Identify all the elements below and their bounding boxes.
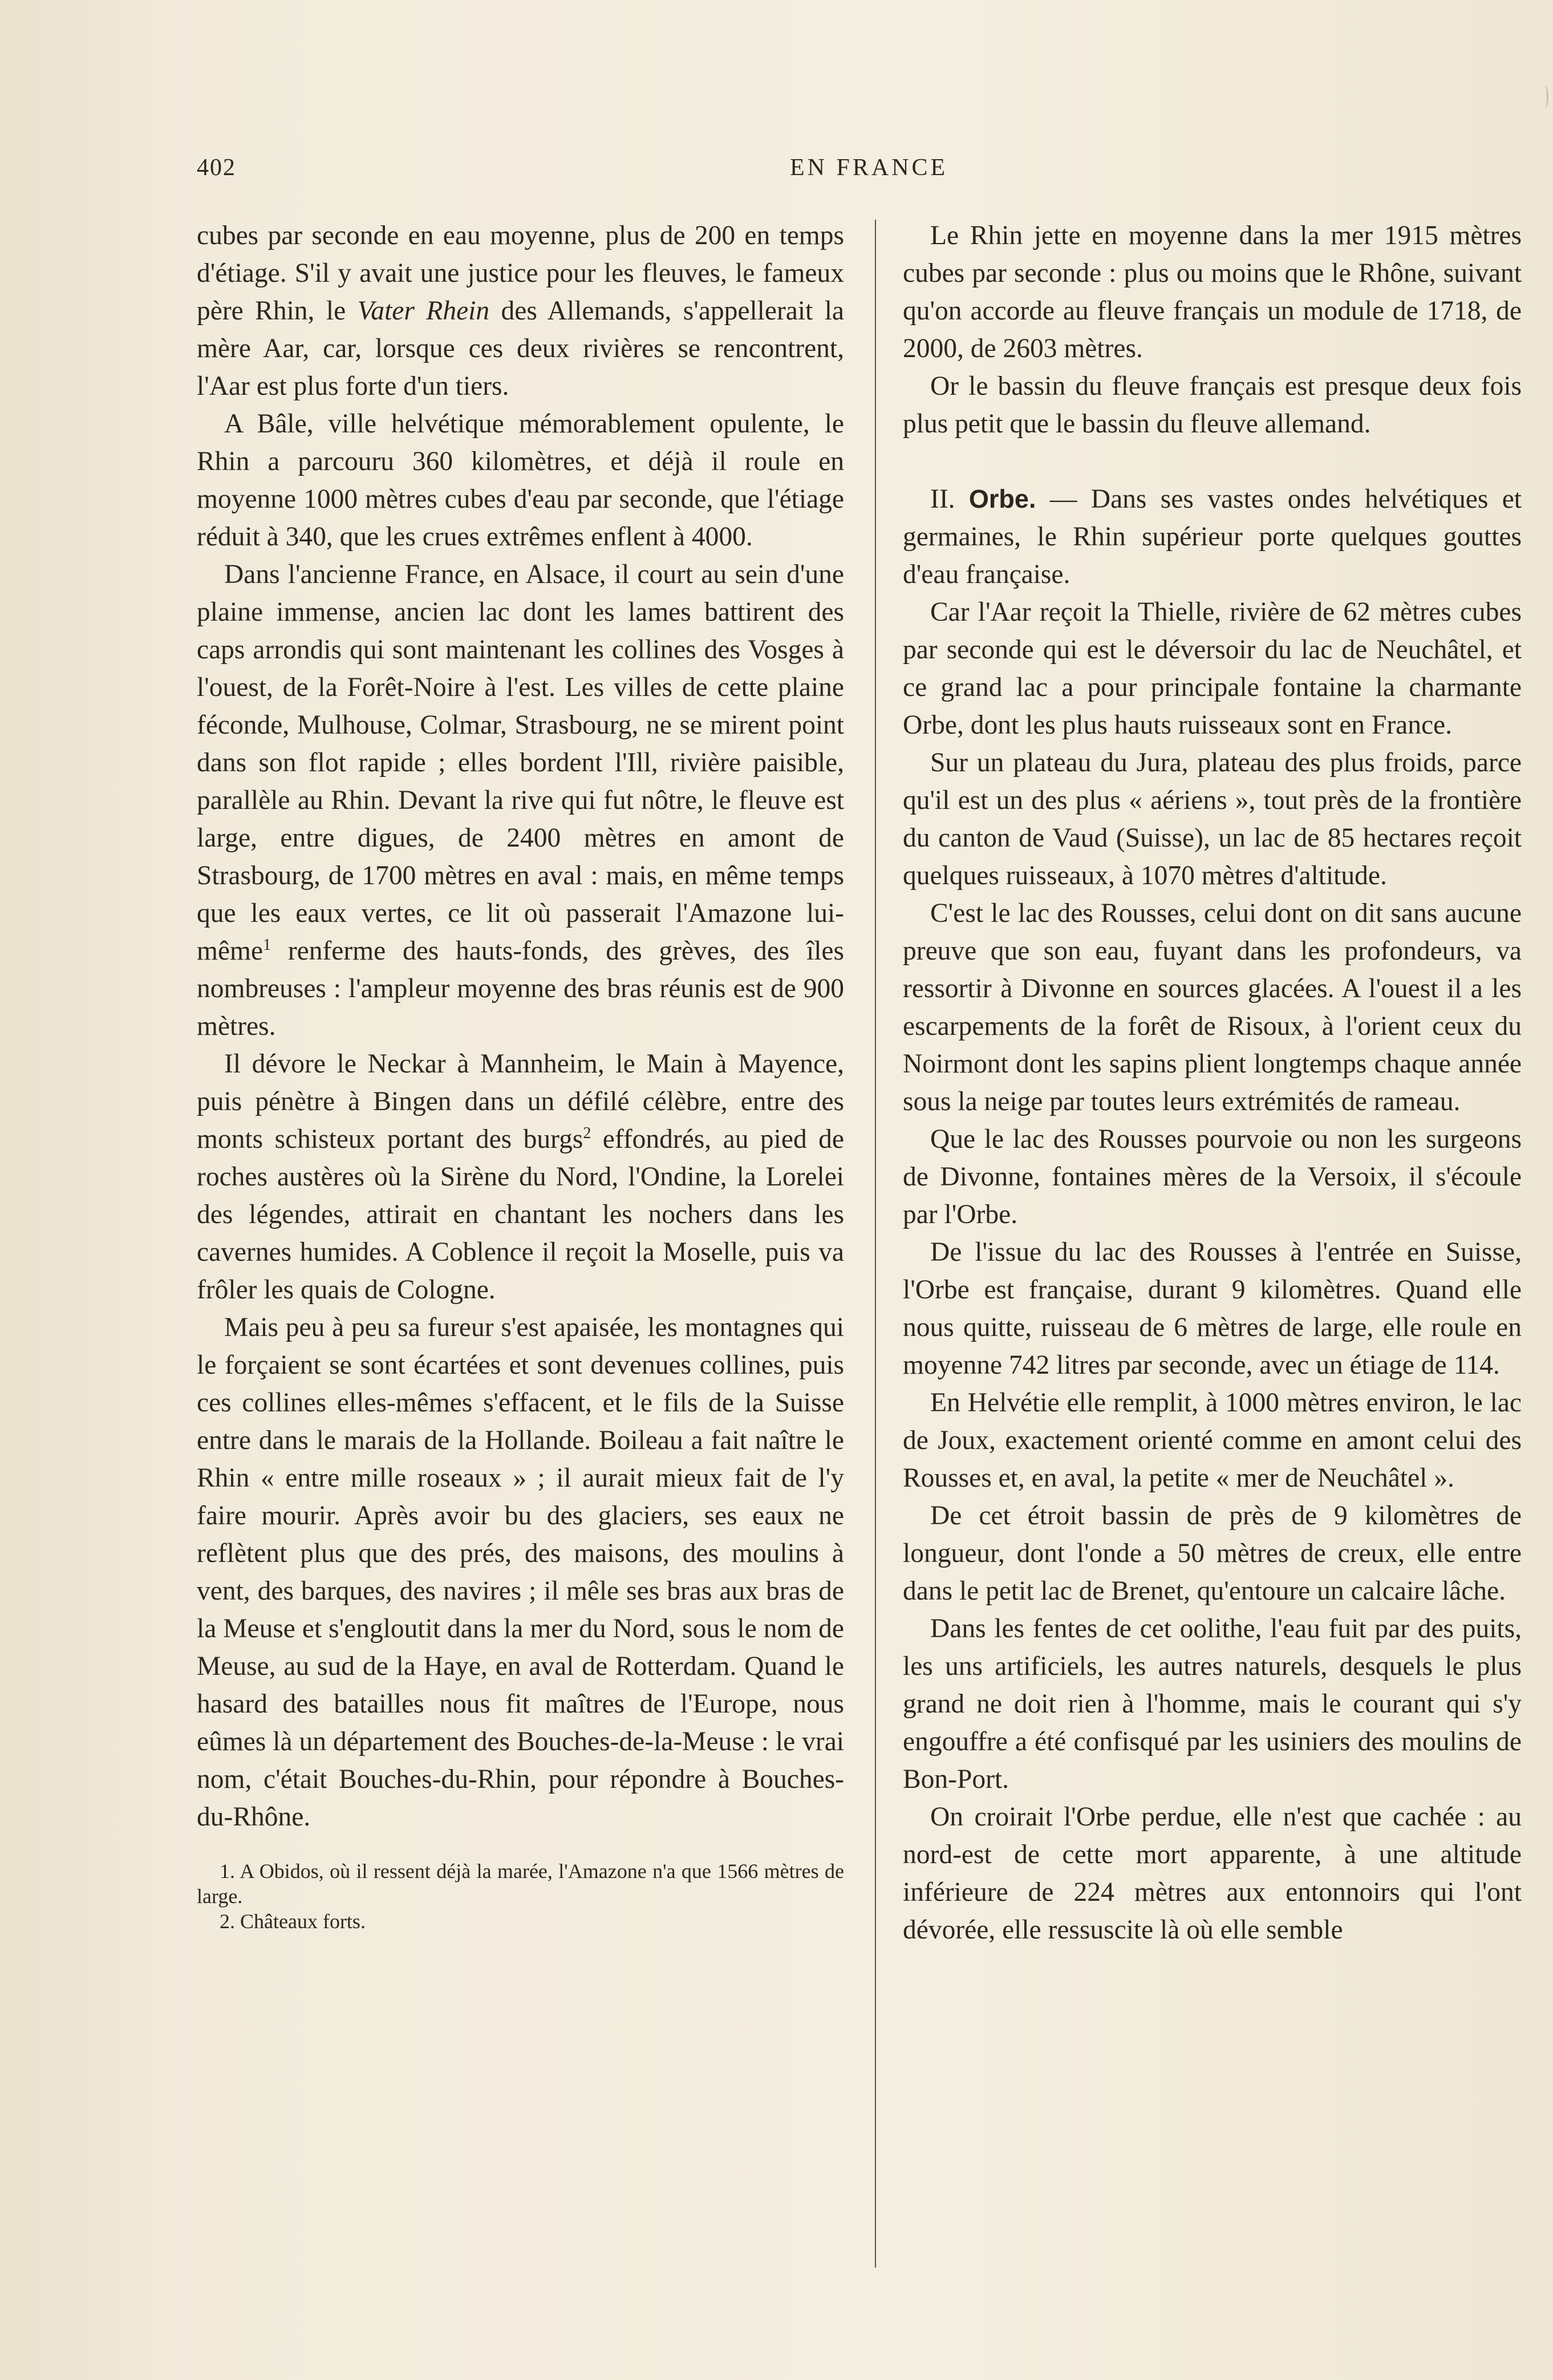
text-run: Il dévore le Neckar à Mannheim, le Main à Mayence, puis pénètre à Bingen dans un défilé célèbre, entre des monts schisteux portant des burgs [197, 1049, 844, 1154]
text-run: cubes par seconde en eau moyenne, plus de 200 en temps d'étiage. S'il y avait une justice pour les fleuves, le fameux père Rhin, le [197, 221, 844, 326]
text-run: Dans l'ancienne France, en Alsace, il court au sein d'une plaine immense, ancien lac dont les lames battirent des caps arrondis qui sont maintenant les collines des Vosges à l'ouest, de la Forêt-Noire à l'est. Les villes de cette plaine féconde, Mulhouse, Colmar, Strasbourg, ne se mirent point dans son flot rapide ; elles bordent l'Ill, rivière paisible, parallèle au Rhin. Devant la rive qui fut nôtre, le fleuve est large, entre digues, de 2400 mètres en amont de Strasbourg, de 1700 mètres en aval : mais, en même temps que les eaux vertes, ce lit où passerait l'Amazone lui-même [197, 560, 844, 966]
text-run: des Allemands, s'appellerait la mère Aar, car, lorsque ces deux rivières se rencontrent, l'Aar est plus forte d'un tiers. [197, 296, 844, 401]
page-number: 402 [197, 155, 236, 181]
paragraph: De cet étroit bassin de près de 9 kilomètres de longueur, dont l'onde a 50 mètres de creux, elle entre dans le petit lac de Brenet, qu'entoure un calcaire lâche. [903, 1501, 1522, 1606]
footnote-ref: 2 [583, 1124, 591, 1143]
paragraph [197, 556, 844, 1045]
paragraph: En Helvétie elle remplit, à 1000 mètres environ, le lac de Joux, exactement orienté comme en amont celui des Rousses et, en aval, la petite « mer de Neuchâtel ». [903, 1388, 1522, 1493]
paragraph: De l'issue du lac des Rousses à l'entrée en Suisse, l'Orbe est française, durant 9 kilomètres. Quand elle nous quitte, ruisseau de 6 mètres de large, elle roule en moyenne 742 litres par seconde, avec un étiage de 114. [903, 1237, 1522, 1380]
paragraph [197, 217, 844, 405]
page-header [197, 154, 1553, 188]
footnote-ref: 1 [263, 936, 271, 954]
column-divider [875, 220, 876, 2268]
paragraph: A Bâle, ville helvétique mémorablement opulente, le Rhin a parcouru 360 kilomètres, et déjà il roule en moyenne 1000 mètres cubes d'eau par seconde, que l'étiage réduit à 340, que les crues extrêmes enflent à 4000. [197, 409, 844, 552]
footnotes [197, 1859, 844, 1934]
running-head: EN FRANCE [790, 155, 948, 181]
paragraph: On croirait l'Orbe perdue, elle n'est que cachée : au nord-est de cette mort apparente, à une altitude inférieure de 224 mètres aux entonnoirs qui l'ont dévorée, elle ressuscite là où elle semble [903, 1802, 1522, 1945]
left-column [197, 217, 844, 1934]
section-title: Orbe. [968, 484, 1036, 513]
section-number: II. [930, 484, 955, 514]
paragraph: Le Rhin jette en moyenne dans la mer 1915 mètres cubes par seconde : plus ou moins que le Rhône, suivant qu'on accorde au fleuve français un module de 1718, de 2000, de 2603 mètres. [903, 221, 1522, 363]
paragraph [197, 1045, 844, 1309]
paragraph: Car l'Aar reçoit la Thielle, rivière de 62 mètres cubes par seconde qui est le déversoir du lac de Neuchâtel, et ce grand lac a pour principale fontaine la charmante Orbe, dont les plus hauts ruisseaux sont en France. [903, 597, 1522, 740]
text-run: — Dans ses vastes ondes helvétiques et germaines, le Rhin supérieur porte quelques gouttes d'eau française. [903, 484, 1522, 589]
paragraph: Que le lac des Rousses pourvoie ou non les surgeons de Divonne, fontaines mères de la Versoix, il s'écoule par l'Orbe. [903, 1124, 1522, 1229]
paragraph: Or le bassin du fleuve français est presque deux fois plus petit que le bassin du fleuve allemand. [903, 371, 1522, 439]
paragraph: Sur un plateau du Jura, plateau des plus froids, parce qu'il est un des plus « aériens », tout près de la frontière du canton de Vaud (Suisse), un lac de 85 hectares reçoit quelques ruisseaux, à 1070 mètres d'altitude. [903, 748, 1522, 891]
right-column [903, 217, 1522, 1949]
paragraph: Dans les fentes de cet oolithe, l'eau fuit par des puits, les uns artificiels, les autres naturels, desquels le plus grand ne doit rien à l'homme, mais le courant qui s'y engouffre a été confisqué par les usiniers des moulins de Bon-Port. [903, 1614, 1522, 1794]
footnote: 1. A Obidos, où il ressent déjà la marée, l'Amazone n'a que 1566 mètres de large. [197, 1860, 844, 1908]
section-heading-paragraph [903, 480, 1522, 593]
text-run: renferme des hauts-fonds, des grèves, des îles nombreuses : l'ampleur moyenne des bras réunis est de 900 mètres. [197, 936, 844, 1041]
italic-text: Vater Rhein [357, 296, 490, 326]
footnote: 2. Châteaux forts. [220, 1910, 366, 1933]
paragraph: Mais peu à peu sa fureur s'est apaisée, les montagnes qui le forçaient se sont écartées et sont devenues collines, puis ces collines elles-mêmes s'effacent, et le fils de la Suisse entre dans le marais de la Hollande. Boileau a fait naître le Rhin « entre mille roseaux » ; il aurait mieux fait de l'y faire mourir. Après avoir bu des glaciers, ses eaux ne reflètent plus que des prés, des maisons, des moulins à vent, des barques, des navires ; il mêle ses bras aux bras de la Meuse et s'engloutit dans la mer du Nord, sous le nom de Meuse, au sud de la Haye, en aval de Rotterdam. Quand le hasard des batailles nous fit maîtres de l'Europe, nous eûmes là un département des Bouches-de-la-Meuse : le vrai nom, c'était Bouches-du-Rhin, pour répondre à Bouches-du-Rhône. [197, 1313, 844, 1832]
paragraph: C'est le lac des Rousses, celui dont on dit sans aucune preuve que son eau, fuyant dans les profondeurs, va ressortir à Divonne en sources glacées. A l'ouest il a les escarpements de la forêt de Risoux, à l'orient ceux du Noirmont dont les sapins plient longtemps chaque année sous la neige par toutes leurs extrémités de rameau. [903, 898, 1522, 1116]
page-edge-mark [1541, 86, 1548, 108]
text-run: effondrés, au pied de roches austères où la Sirène du Nord, l'Ondine, la Lorelei des légendes, attirait en chantant les nochers dans les cavernes humides. A Coblence il reçoit la Moselle, puis va frôler les quais de Cologne. [197, 1124, 844, 1305]
